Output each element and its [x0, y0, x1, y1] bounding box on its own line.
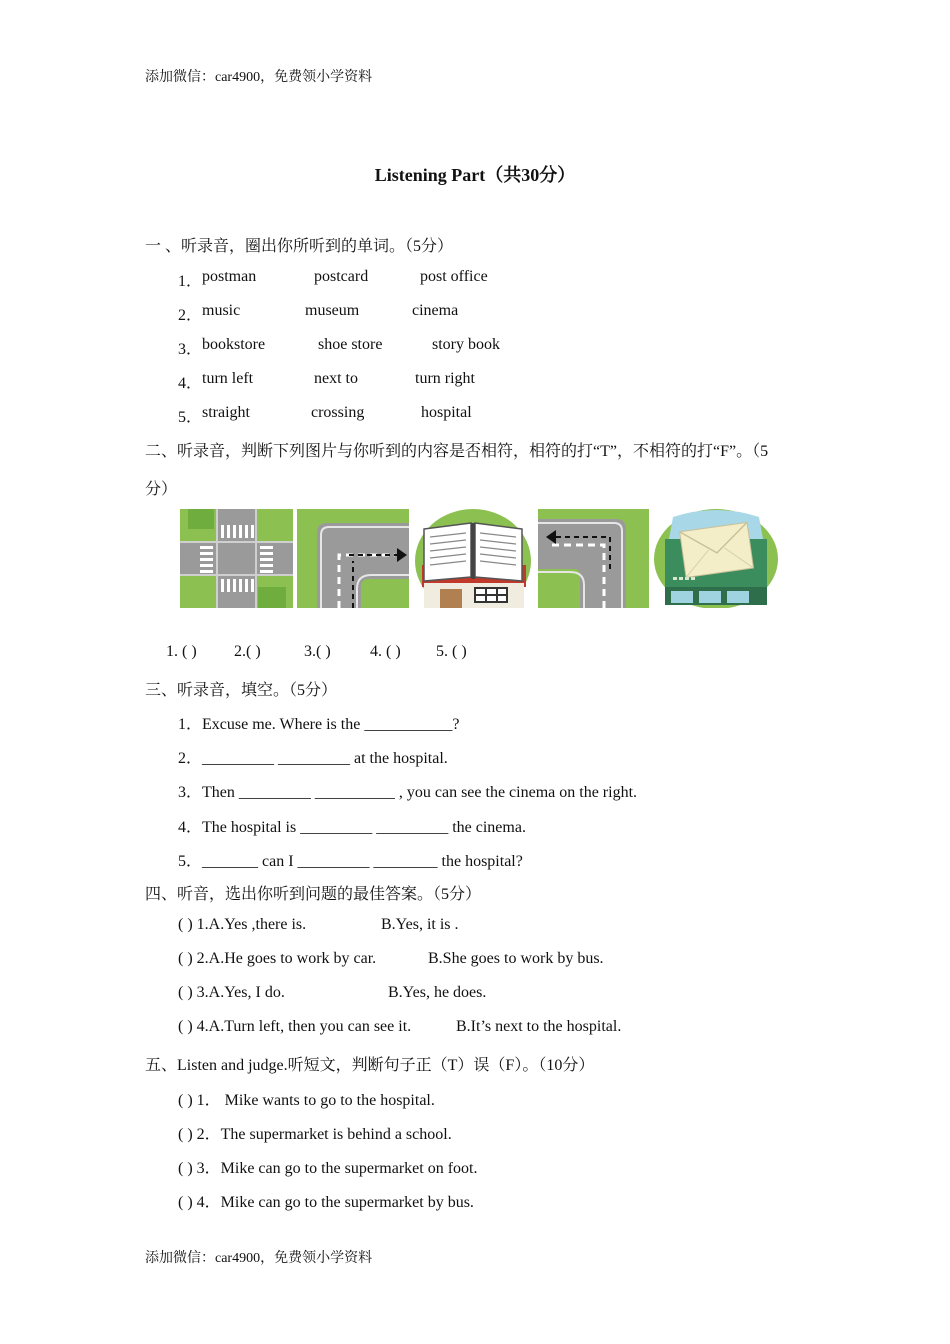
turn-right-picture — [297, 509, 409, 608]
judge-item: ( ) 2．The supermarket is behind a school. — [178, 1126, 452, 1143]
fill-blank-item: 5．_______ can I _________ ________ the hospital? — [178, 853, 523, 870]
fill-blank-item: 3．Then _________ __________ , you can see the cinema on the right. — [178, 784, 638, 801]
answer-blank[interactable]: 3.( ) — [304, 643, 331, 660]
word-option: hospital — [421, 404, 472, 421]
word-option: bookstore — [202, 336, 266, 353]
word-option: cinema — [412, 302, 459, 319]
answer-blank[interactable]: 4. ( ) — [370, 643, 401, 660]
fill-blank-item: 2．_________ _________ at the hospital. — [178, 750, 448, 767]
turn-left-picture — [538, 509, 649, 608]
fill-blank-item: 4．The hospital is _________ _________ the cinema. — [178, 819, 526, 836]
word-option: story book — [432, 336, 500, 353]
judge-item: ( ) 4．Mike can go to the supermarket by bus. — [178, 1194, 474, 1211]
judge-item: ( ) 1． Mike wants to go to the hospital. — [178, 1092, 435, 1109]
section1-heading: 一 、听录音，圈出你所听到的单词。（5分） — [145, 238, 454, 255]
word-option: postman — [202, 268, 257, 285]
section2-heading-cont: 分） — [145, 481, 178, 498]
word-option: music — [202, 302, 241, 319]
page-title: Listening Part（共30分） — [374, 165, 576, 185]
answer-blank[interactable]: 2.( ) — [234, 643, 261, 660]
post-office-picture — [653, 509, 779, 608]
section2-heading: 二、听录音，判断下列图片与你听到的内容是否相符，相符的打“T”，不相符的打“F”。（5 — [145, 443, 769, 460]
word-option: post office — [420, 268, 488, 285]
header-note: 添加微信：car4900，免费领小学资料 — [145, 70, 373, 85]
footer-note: 添加微信：car4900，免费领小学资料 — [145, 1251, 373, 1266]
word-option: postcard — [314, 268, 369, 285]
crossing-picture — [180, 509, 293, 608]
bookstore-picture — [414, 509, 532, 608]
word-option: turn right — [415, 370, 475, 387]
section4-heading: 四、听音，选出你听到问题的最佳答案。（5分） — [145, 886, 482, 903]
section5-heading: 五、Listen and judge.听短文，判断句子正（T）误（F）。（10分） — [145, 1057, 595, 1074]
judge-item: ( ) 3．Mike can go to the supermarket on foot. — [178, 1160, 478, 1177]
word-option: turn left — [202, 370, 254, 387]
answer-blank[interactable]: 5. ( ) — [436, 643, 467, 660]
word-option: shoe store — [318, 336, 383, 353]
fill-blank-item: 1．Excuse me. Where is the ___________? — [178, 716, 460, 733]
word-option: next to — [314, 370, 358, 387]
word-option: crossing — [311, 404, 365, 421]
answer-blank[interactable]: 1. ( ) — [166, 643, 197, 660]
section3-heading: 三、听录音，填空。（5分） — [145, 682, 338, 699]
word-option: straight — [202, 404, 250, 421]
word-option: museum — [305, 302, 360, 319]
